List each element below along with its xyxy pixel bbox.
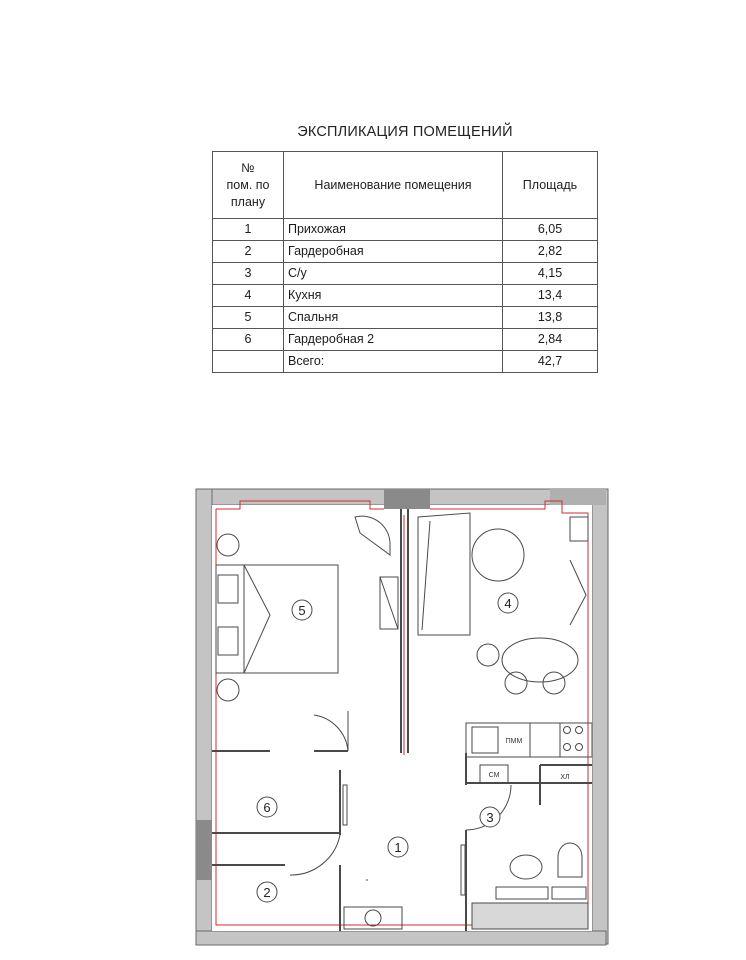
- cell-number: [213, 351, 284, 373]
- column-left: [196, 820, 212, 880]
- room-3-label: 3: [486, 810, 494, 825]
- room-4-label: 4: [504, 596, 512, 611]
- header-number: [213, 152, 284, 219]
- cell-number: 3: [213, 263, 284, 285]
- cell-room-name: Кухня: [284, 285, 503, 307]
- header-number-line: №: [241, 160, 255, 175]
- cell-area: 6,05: [503, 219, 598, 241]
- washer-label: СМ: [488, 772, 500, 779]
- cell-number: 2: [213, 241, 284, 263]
- cell-area: 2,84: [503, 329, 598, 351]
- room-6-label: 6: [263, 800, 271, 815]
- table-row: [213, 285, 598, 307]
- wall-right: [592, 489, 608, 944]
- header-number-line: пом. по: [226, 177, 270, 192]
- table-row: [213, 219, 598, 241]
- table-header-row: [213, 152, 598, 219]
- column-top: [384, 489, 430, 509]
- cell-room-name: Спальня: [284, 307, 503, 329]
- room-5-label: 5: [298, 603, 306, 618]
- table-row: [213, 241, 598, 263]
- cell-number: 1: [213, 219, 284, 241]
- room-1-label: 1: [394, 840, 402, 855]
- table-row: [213, 329, 598, 351]
- fridge-label: ХЛ: [560, 774, 570, 781]
- explication-table: [212, 151, 598, 373]
- cell-total-area: 42,7: [503, 351, 598, 373]
- cell-number: 4: [213, 285, 284, 307]
- floor-plan: [190, 485, 610, 950]
- explication-title: ЭКСПЛИКАЦИЯ ПОМЕЩЕНИЙ: [297, 124, 513, 140]
- cell-room-name: Гардеробная: [284, 241, 503, 263]
- room-2-label: 2: [263, 885, 271, 900]
- cell-number: 6: [213, 329, 284, 351]
- column-top-right: [550, 489, 606, 505]
- shower-tray-icon: [472, 903, 588, 929]
- cell-area: 2,82: [503, 241, 598, 263]
- cell-number: 5: [213, 307, 284, 329]
- cell-room-name: Гардеробная 2: [284, 329, 503, 351]
- cell-area: 13,8: [503, 307, 598, 329]
- cell-area: 13,4: [503, 285, 598, 307]
- wall-bottom: [196, 931, 606, 945]
- cell-area: 4,15: [503, 263, 598, 285]
- header-number-line: плану: [230, 194, 266, 209]
- table-total-row: [213, 351, 598, 373]
- table-row: [213, 307, 598, 329]
- header-area: Площадь: [503, 152, 598, 219]
- header-room-name: Наименование помещения: [284, 152, 503, 219]
- cell-room-name: С/у: [284, 263, 503, 285]
- table-row: [213, 263, 598, 285]
- cell-room-name: Прихожая: [284, 219, 503, 241]
- dishwasher-label: ПММ: [505, 738, 523, 745]
- cell-total-label: Всего:: [284, 351, 503, 373]
